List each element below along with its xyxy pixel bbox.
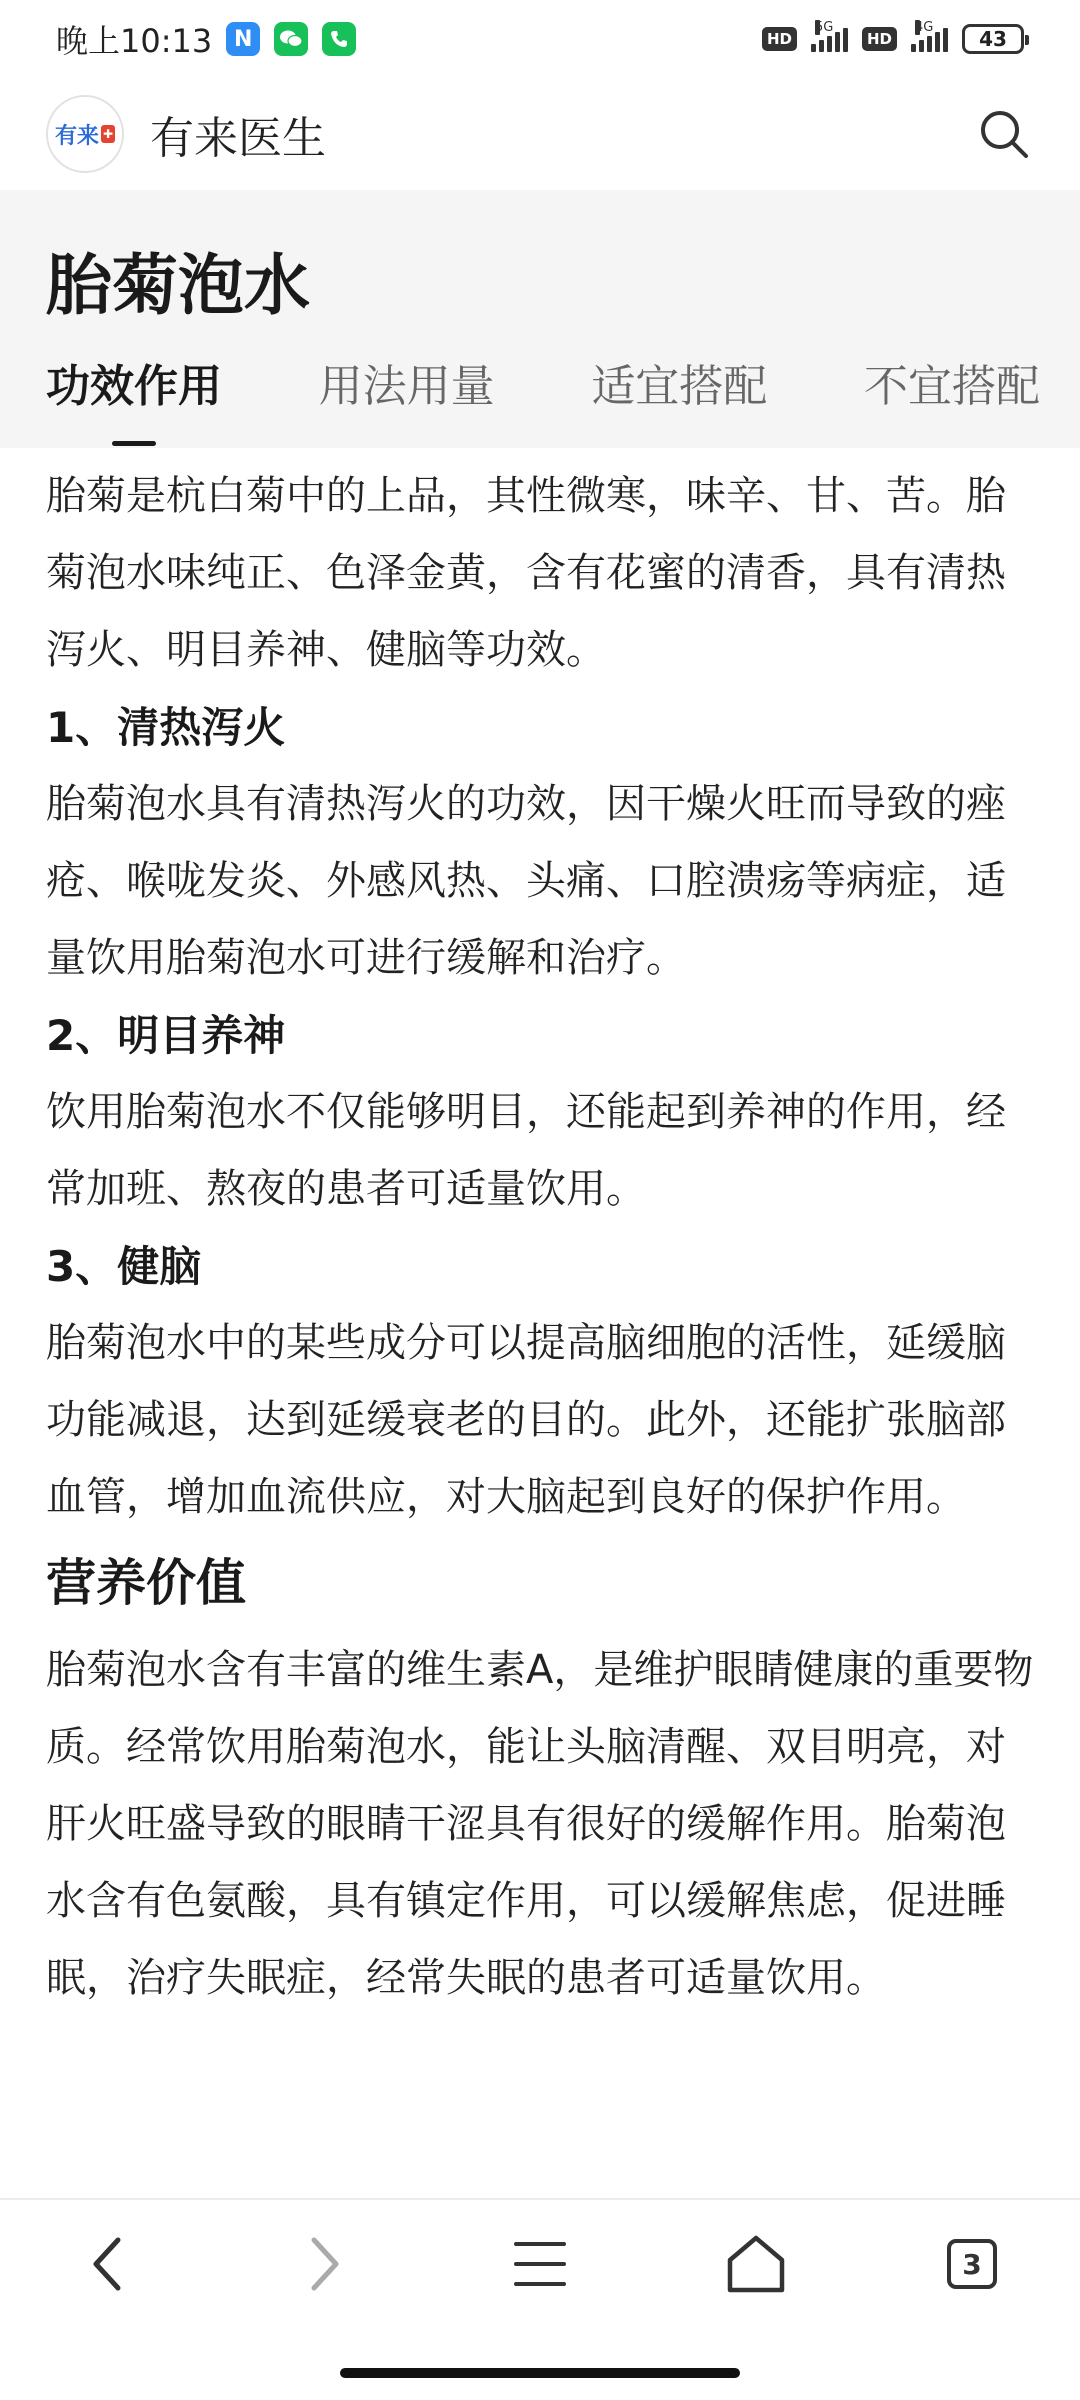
tab-effects[interactable]: 功效作用 [46,350,222,448]
search-icon [978,108,1030,160]
intro-paragraph: 胎菊是杭白菊中的上品，其性微寒，味辛、甘、苦。胎菊泡水味纯正、色泽金黄，含有花蜜的清香，具有清热泻火、明目养神、健脑等功效。 [46,473,1006,673]
section-heading: 3、健脑 [46,1242,202,1291]
status-right [762,20,1024,54]
logo-text: 有来 [54,123,99,149]
hd-badge: HD [762,27,797,51]
section-heading: 2、明目养神 [46,1011,286,1060]
phone-notification-icon [322,22,356,56]
forward-button[interactable] [279,2219,369,2309]
nutrition-heading: 营养价值 [46,1554,246,1612]
status-left [56,16,356,62]
search-button[interactable] [974,104,1034,164]
page-title: 胎菊泡水 [46,247,310,324]
tab-bar [46,350,1040,448]
battery-icon: 43 [962,24,1024,54]
status-time: 晚上10:13 [56,22,213,60]
chevron-right-icon [304,2234,344,2294]
section-heading: 1、清热泻火 [46,703,286,752]
app-logo[interactable] [46,95,124,173]
menu-button[interactable] [495,2219,585,2309]
app-name: 有来医生 [150,113,326,164]
tab-unsuitable-pairing[interactable]: 不宜搭配 [863,361,1040,412]
tab-usage[interactable]: 用法用量 [318,361,495,412]
app-header [0,78,1080,190]
nutrition-paragraph: 胎菊泡水含有丰富的维生素A，是维护眼睛健康的重要物质。经常饮用胎菊泡水，能让头脑清醒、双目明亮，对肝火旺盛导致的眼睛干涩具有很好的缓解作用。胎菊泡水含有色氨酸，具有镇定作用，可以缓解焦虑，促进睡眠，治疗失眠症，经常失眠的患者可适量饮用。 [46,1647,1034,2001]
section-paragraph: 饮用胎菊泡水不仅能够明目，还能起到养神的作用，经常加班、熬夜的患者可适量饮用。 [46,1089,1006,1212]
home-indicator[interactable] [340,2368,740,2378]
network-type-label: 5G [814,20,834,35]
title-band [0,190,1080,448]
article-content [46,458,1036,2017]
hd-badge-2: HD [862,27,897,51]
wechat-notification-icon [274,22,308,56]
home-icon [724,2232,788,2296]
home-button[interactable] [711,2219,801,2309]
logo-mark-icon: ✚ [102,127,114,141]
bottom-nav [0,2198,1080,2358]
signal-5g-icon [811,20,848,52]
network-type-label-2: 4G [915,20,934,35]
tab-count-badge: 3 [947,2239,997,2289]
section-paragraph: 胎菊泡水具有清热泻火的功效，因干燥火旺而导致的痤疮、喉咙发炎、外感风热、头痛、口腔溃疡等病症，适量饮用胎菊泡水可进行缓解和治疗。 [46,781,1006,981]
menu-icon [512,2236,568,2292]
n-app-notification-icon: N [226,22,260,56]
tabs-button[interactable] [927,2219,1017,2309]
tab-suitable-pairing[interactable]: 适宜搭配 [591,361,768,412]
section-paragraph: 胎菊泡水中的某些成分可以提高脑细胞的活性，延缓脑功能减退，达到延缓衰老的目的。此外，还能扩张脑部血管，增加血流供应，对大脑起到良好的保护作用。 [46,1320,1006,1520]
status-bar [0,0,1080,78]
signal-4g-icon [911,20,948,52]
back-button[interactable] [63,2219,153,2309]
chevron-left-icon [88,2234,128,2294]
